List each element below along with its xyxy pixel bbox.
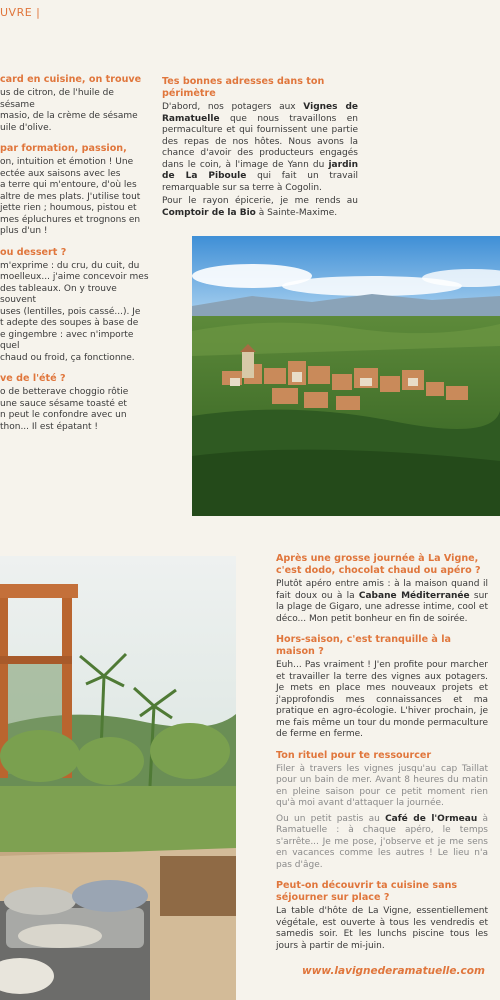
website-url[interactable]: www.lavignederamatuelle.com [302,965,485,977]
qa-question: Hors-saison, c'est tranquille à la maison ? [276,634,452,657]
addresses-para-2: Pour le rayon épicerie, je me rends au Comptoir de la Bio à Sainte-Maxime. [162,196,358,218]
left-text-column [0,74,150,433]
addresses-column [162,76,358,219]
village-photo [192,236,500,516]
qa-answer: Euh... Pas vraiment ! J'en profite pour marcher et travailler la terre des vignes aux potagers. Je mets en place mes nouveaux projets et j'approfondis mes connaissances et ma pratique en agro-écologie. L'hiver prochain, je me fais même un tour du monde permaculture de ferme en ferme. [276,660,488,739]
left-heading: ou dessert ? [0,246,67,258]
qa-answer: Ou un petit pastis au Café de l'Ormeau à Ramatuelle : à chaque apéro, le temps s'arrête... Je me pose, j'observe et je me sens en vacances comme les autres ! Le lieu n'a pas d'âge. [276,813,488,870]
left-paragraph: on, intuition et émotion ! Une ectée aux saisons avec les a terre qui m'entoure, d'où les altre de mes plats. J'utilise tout jette rien ; houmous, pistou et mes épluchures et trognons en plus d'un ! [0,157,141,236]
vignes-link: Vignes de Ramatuelle [162,102,358,124]
left-paragraph: o de betterave choggio rôtie une sauce sésame toasté et n peut le confondre avec un thon... Il est épatant ! [0,387,129,432]
qa-answer: Filer à travers les vignes jusqu'au cap Taillat pour un bain de mer. Avant 8 heures du matin en pleine saison pour ce petit moment rien qu'à moi avant d'attaquer la journée. [276,763,488,808]
place-name: Café de l'Ormeau [385,813,478,824]
left-paragraph: m'exprime : du cru, du cuit, du moelleux... j'aime concevoir mes des tableaux. On y trouve souvent uses (lentilles, pois cassé...). Je t adepte des soupes à base de e gingembre : avec n'importe quel chaud ou froid, ça fonctionne. [0,260,149,363]
left-paragraph: us de citron, de l'huile de sésame masio, de la crème de sésame uile d'olive. [0,88,138,133]
qa-question: Ton rituel pour te ressourcer [276,749,432,761]
qa-answer: Plutôt apéro entre amis : à la maison quand il fait doux ou à la Cabane Méditerranée sur la plage de Gigaro, une adresse intime, cool et déco... Mon petit bonheur en fin de soirée. [276,579,488,624]
terrace-photo [0,556,236,1000]
addresses-para-1: D'abord, nos potagers aux Vignes de Ramatuelle que nous travaillons en permaculture et qui fournissent une partie des repas de nos hôtes. Nous avons la chance d'avoir des producteurs engagés dans le coin, à l'image de Yann du jardin de La Piboule qui fait un travail remarquable sur sa terre à Cogolin. [162,102,358,193]
piboule-link: jardin de La Piboule [162,159,358,181]
section-kicker: UVRE | [0,6,41,19]
qa-question: Après une grosse journée à La Vigne, c'est dodo, chocolat chaud ou apéro ? [276,553,481,576]
comptoir-link: Comptoir de la Bio [162,207,256,218]
addresses-heading: Tes bonnes adresses dans ton périmètre [162,76,325,99]
left-heading: ve de l'été ? [0,373,66,384]
qa-question: Peut-on découvrir ta cuisine sans séjourner sur place ? [276,880,458,903]
left-heading: card en cuisine, on trouve [0,74,142,85]
qa-answer: La table d'hôte de La Vigne, essentiellement végétale, est ouverte à tous les vendredis et samedis soir. Et les lunchs piscine tous les jours à partir de mi-juin. [276,906,488,951]
left-heading: par formation, passion, [0,143,127,154]
place-name: Cabane Méditerranée [358,590,470,601]
interview-right-column [276,553,488,952]
